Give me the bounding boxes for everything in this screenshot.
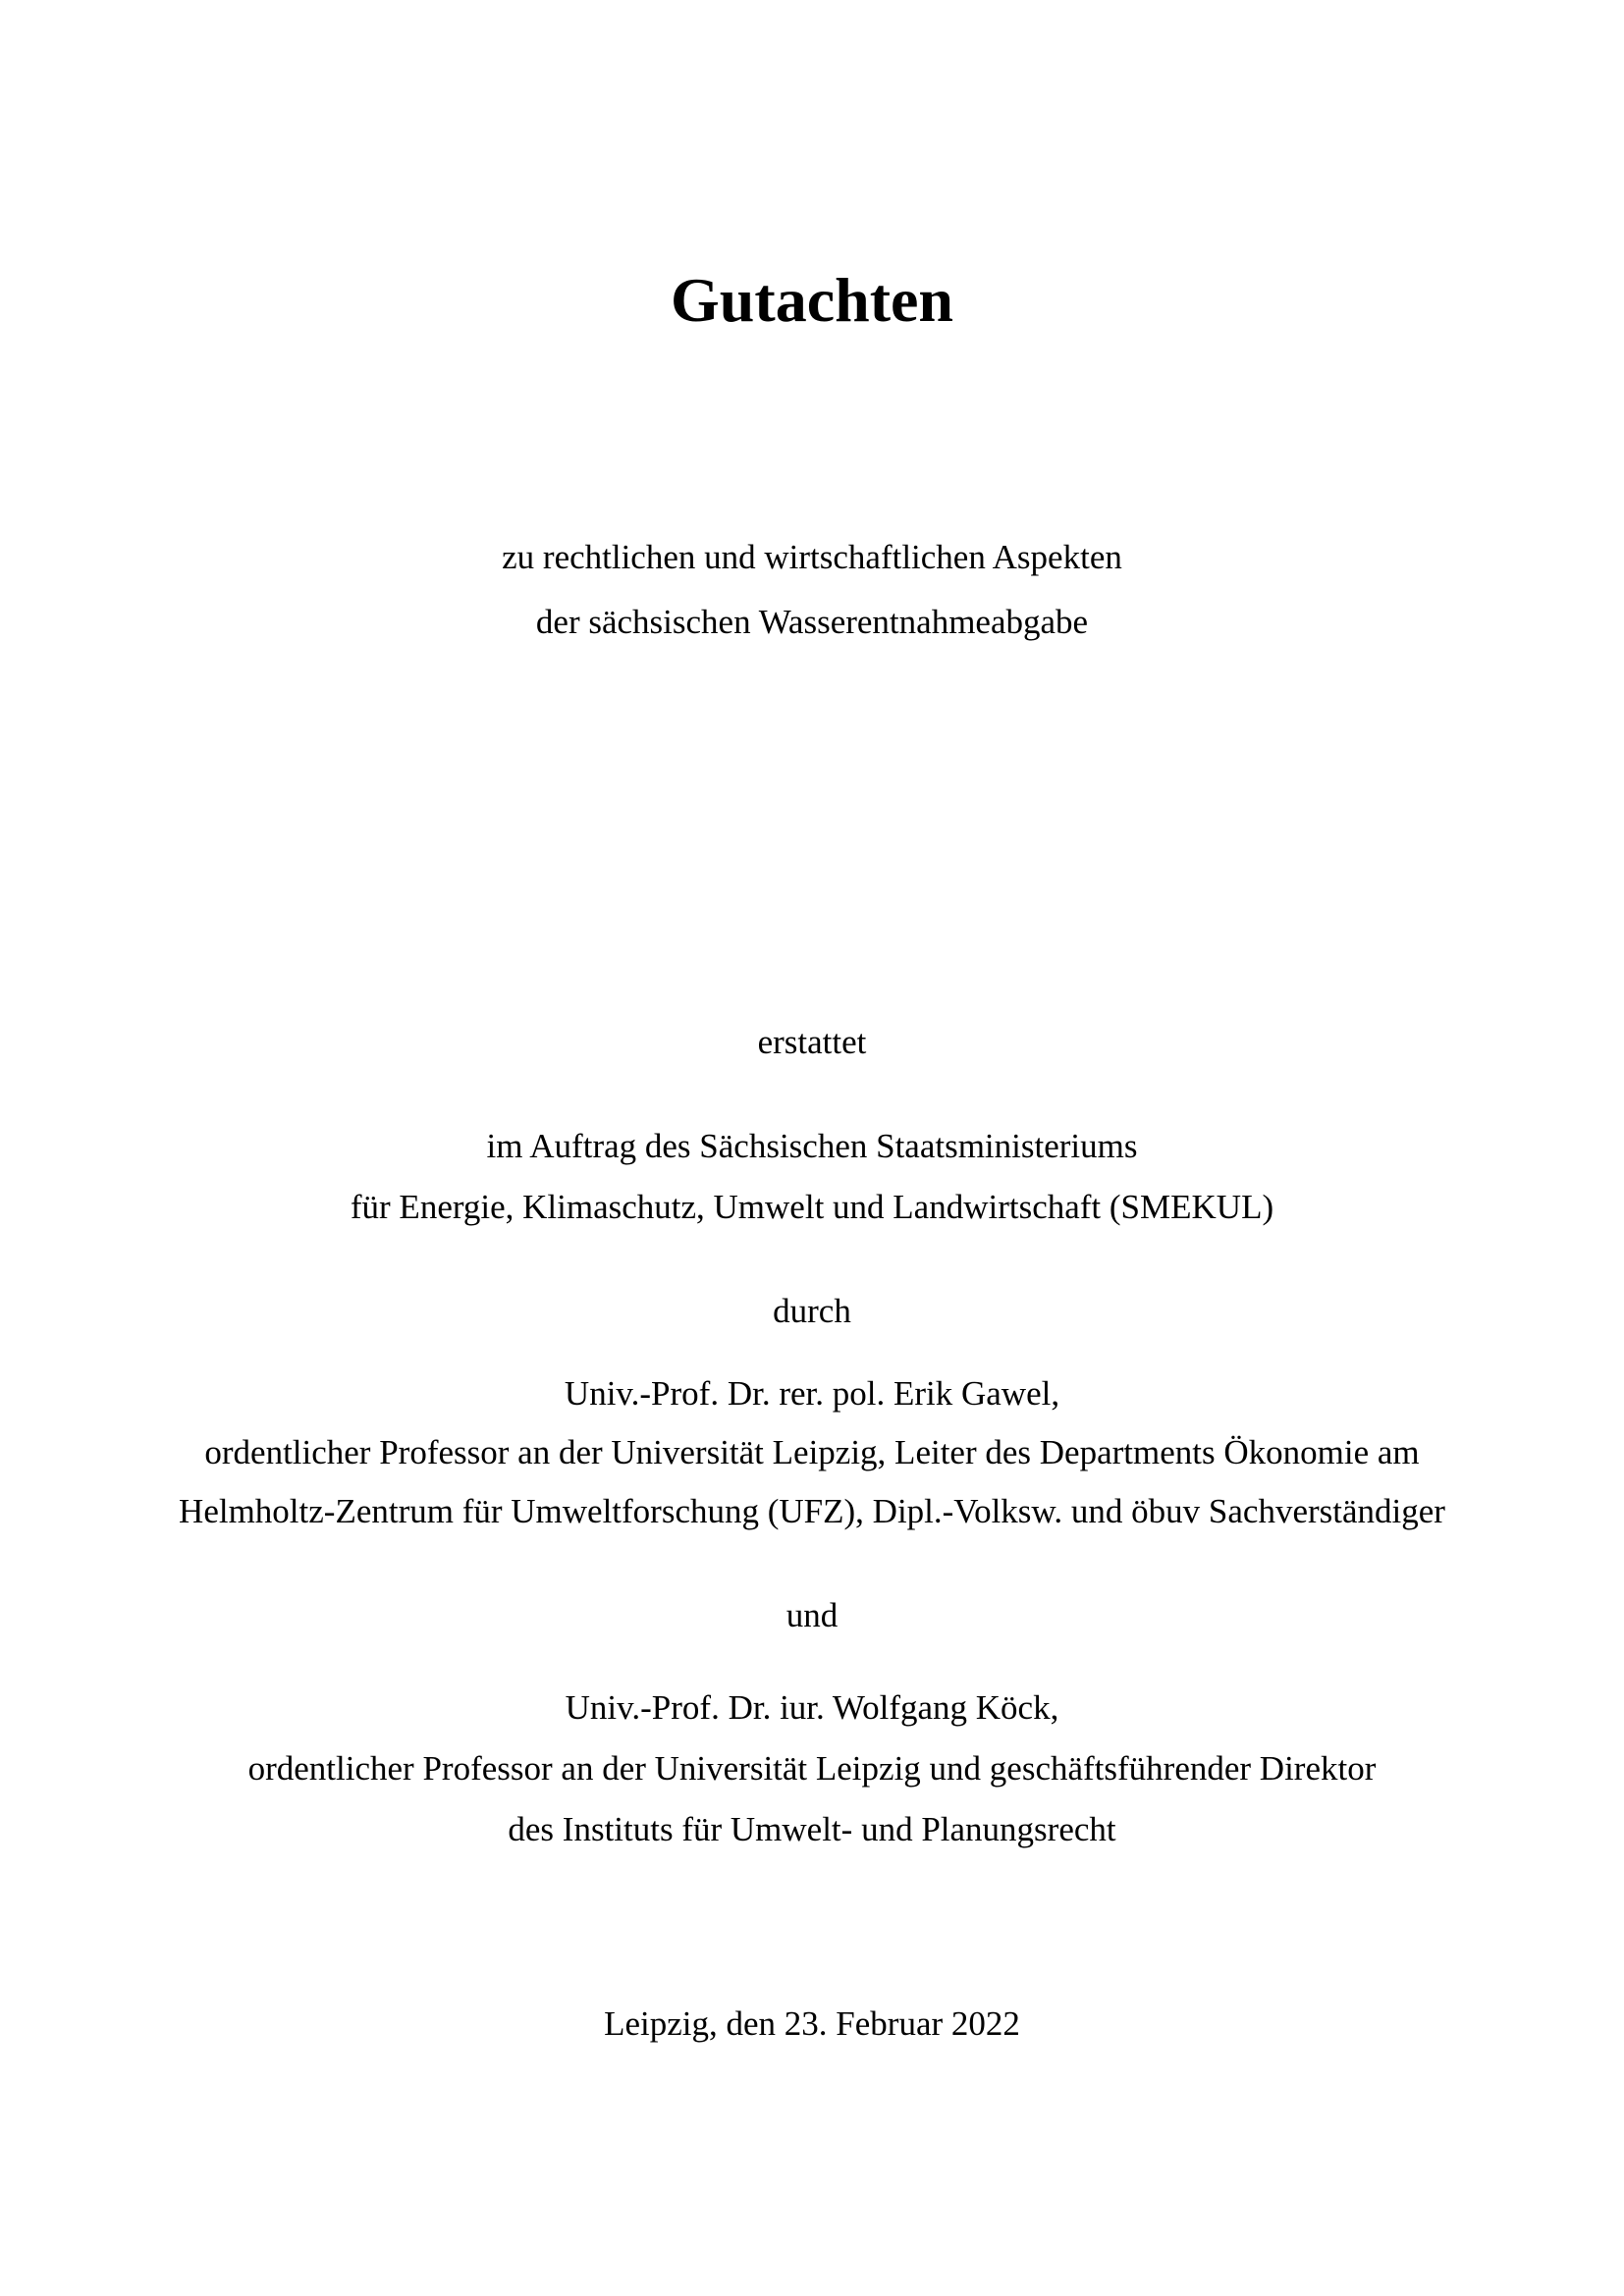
place-date: Leipzig, den 23. Februar 2022 [604, 2004, 1020, 2043]
author2-position-line-2: des Instituts für Umwelt- und Planungsrecht [508, 1810, 1116, 1848]
subtitle-line-2: der sächsischen Wasserentnahmeabgabe [535, 603, 1089, 641]
author2-position-line-1: ordentlicher Professor an der Universität Leipzig und geschäftsführender Direktor [247, 1749, 1377, 1788]
issued-label: erstattet [757, 1023, 867, 1061]
and-label: und [785, 1596, 839, 1634]
author1-name: Univ.-Prof. Dr. rer. pol. Erik Gawel, [564, 1374, 1060, 1413]
author1-position-line-1: ordentlicher Professor an der Universität Leipzig, Leiter des Departments Ökonomie am [204, 1433, 1420, 1471]
by-label: durch [773, 1292, 851, 1330]
author1-position-line-2: Helmholtz-Zentrum für Umweltforschung (UFZ), Dipl.-Volksw. und öbuv Sachverständiger [179, 1492, 1445, 1530]
author2-name: Univ.-Prof. Dr. iur. Wolfgang Köck, [565, 1688, 1059, 1727]
commission-line-2: für Energie, Klimaschutz, Umwelt und Landwirtschaft (SMEKUL) [350, 1188, 1274, 1226]
document-title: Gutachten [671, 265, 953, 335]
subtitle-line-1: zu rechtlichen und wirtschaftlichen Aspekten [502, 538, 1122, 576]
commission-line-1: im Auftrag des Sächsischen Staatsministeriums [486, 1127, 1138, 1165]
